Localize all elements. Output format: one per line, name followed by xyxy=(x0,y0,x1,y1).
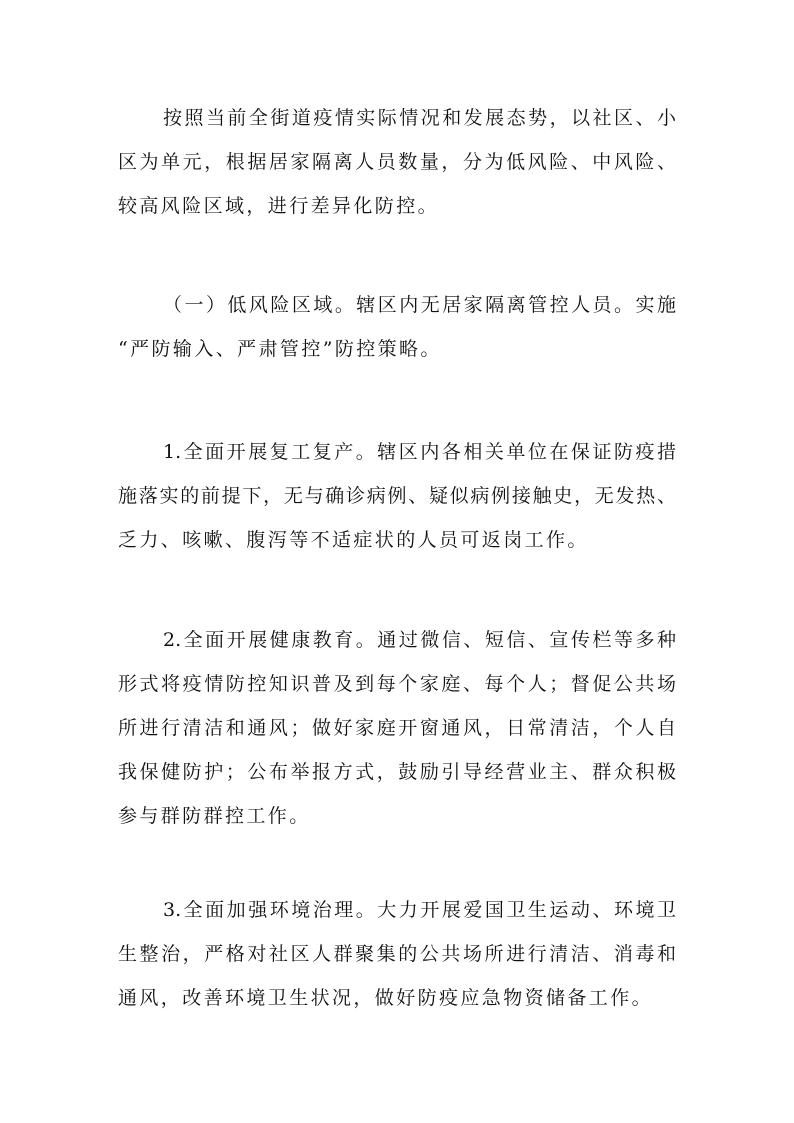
text-line: 施落实的前提下，无与确诊病例、疑似病例接触史，无发热、 xyxy=(118,485,676,507)
text-line: 1.全面开展复工复产。辖区内各相关单位在保证防疫措 xyxy=(163,441,676,463)
text-line: 通风，改善环境卫生状况，做好防疫应急物资储备工作。 xyxy=(118,987,654,1009)
paragraph-item-3 xyxy=(118,888,676,1020)
paragraph-low-risk-heading xyxy=(118,283,676,371)
text-line: “严防输入、严肃管控”防控策略。 xyxy=(118,338,442,360)
text-line: 区为单元，根据居家隔离人员数量，分为低风险、中风险、 xyxy=(118,151,676,173)
paragraph-item-2 xyxy=(118,618,676,838)
text-line: 我保健防护；公布举报方式，鼓励引导经营业主、群众积极 xyxy=(118,761,676,783)
text-line: 按照当前全街道疫情实际情况和发展态势，以社区、小 xyxy=(163,107,676,129)
paragraph-item-1 xyxy=(118,430,676,562)
text-line: 2.全面开展健康教育。通过微信、短信、宣传栏等多种 xyxy=(163,629,676,651)
text-line: 所进行清洁和通风；做好家庭开窗通风，日常清洁，个人自 xyxy=(118,717,676,739)
text-line: 生整治，严格对社区人群聚集的公共场所进行清洁、消毒和 xyxy=(118,943,676,965)
text-line: 参与群防群控工作。 xyxy=(118,805,311,827)
text-line: （一）低风险区域。辖区内无居家隔离管控人员。实施 xyxy=(163,294,676,316)
text-line: 较高风险区域，进行差异化防控。 xyxy=(118,195,440,217)
text-line: 3.全面加强环境治理。大力开展爱国卫生运动、环境卫 xyxy=(163,899,676,921)
text-line: 乏力、咳嗽、腹泻等不适症状的人员可返岗工作。 xyxy=(118,529,589,551)
paragraph-intro xyxy=(118,96,676,228)
text-line: 形式将疫情防控知识普及到每个家庭、每个人；督促公共场 xyxy=(118,673,676,695)
